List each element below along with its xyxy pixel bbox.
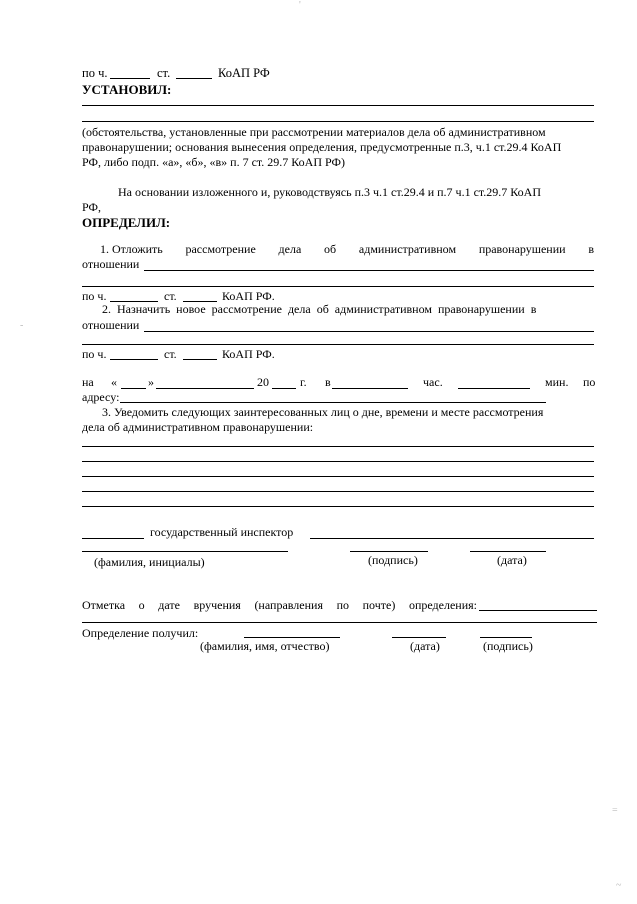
item1-person-line-2[interactable]: [82, 286, 594, 287]
delivery-word: по: [336, 598, 349, 612]
delivery-line: [82, 599, 477, 611]
year-field[interactable]: [272, 388, 296, 389]
item1-word: 1. Отложить: [100, 242, 163, 256]
interested-persons-line-5[interactable]: [82, 506, 594, 507]
interested-persons-line-3[interactable]: [82, 476, 594, 477]
hour-field[interactable]: [332, 388, 408, 389]
inspector-position-field[interactable]: [82, 538, 144, 539]
item1-word: дела: [278, 242, 302, 256]
delivery-line-2[interactable]: [82, 622, 597, 623]
item2-koap: КоАП РФ.: [222, 347, 275, 361]
minute-field[interactable]: [458, 388, 530, 389]
dt-na: на: [82, 375, 94, 389]
inspector-date-caption: (дата): [497, 553, 527, 567]
ustanovil-heading: УСТАНОВИЛ:: [82, 82, 172, 97]
item1-po-ch: по ч.: [82, 289, 107, 303]
ustanovil-line-2[interactable]: [82, 121, 594, 122]
inspector-fio-caption: (фамилия, инициалы): [94, 555, 205, 569]
item2-person-line-2[interactable]: [82, 344, 594, 345]
scan-speck: ': [299, 0, 301, 11]
basis-line-2: РФ,: [82, 200, 101, 214]
inspector-name-field[interactable]: [310, 538, 594, 539]
circumstances-line-2: правонарушении; основания вынесения определения, предусмотренные п.3, ч.1 ст.29.4 КоАП: [82, 140, 562, 154]
item1-otnoshenii: отношении: [82, 257, 140, 271]
delivery-word: дате: [158, 598, 180, 612]
delivery-word: определения:: [408, 598, 477, 612]
receiver-fio-field[interactable]: [244, 637, 340, 638]
header-po-ch: по ч.: [82, 66, 108, 80]
item1-word: в: [588, 242, 594, 256]
item2-person-field[interactable]: [144, 331, 594, 332]
scan-speck: -: [20, 320, 24, 331]
item2-line-1: 2. Назначить новое рассмотрение дела об административном правонарушении в: [102, 302, 537, 316]
article-field[interactable]: [176, 78, 212, 79]
dt-chas: час.: [423, 375, 443, 389]
item2-part-field[interactable]: [110, 359, 158, 360]
received-label: Определение получил:: [82, 626, 199, 640]
inspector-signature-caption: (подпись): [368, 553, 418, 567]
address-field[interactable]: [120, 402, 546, 403]
item1-st: ст.: [164, 289, 177, 303]
circumstances-line-1: (обстоятельства, установленные при рассмотрении материалов дела об административном: [82, 125, 546, 139]
item1-word: об: [324, 242, 337, 256]
basis-line-1: На основании изложенного и, руководствуясь п.3 ч.1 ст.29.4 и п.7 ч.1 ст.29.7 КоАП: [118, 185, 541, 199]
delivery-word: (направления: [254, 598, 323, 612]
header-st: ст.: [157, 66, 171, 80]
item1-word: рассмотрение: [185, 242, 256, 256]
scan-speck: =: [612, 805, 618, 816]
dt-quote-close: »: [148, 375, 154, 389]
dt-adresu: адресу:: [82, 390, 120, 404]
receiver-signature-field[interactable]: [480, 637, 532, 638]
article-part-field[interactable]: [110, 78, 150, 79]
delivery-date-field[interactable]: [479, 610, 597, 611]
delivery-word: о: [138, 598, 145, 612]
month-field[interactable]: [156, 388, 254, 389]
receiver-date-field[interactable]: [392, 637, 446, 638]
dt-year: 20: [257, 375, 269, 389]
item3-line-1: 3. Уведомить следующих заинтересованных лиц о дне, времени и месте рассмотрения: [102, 405, 544, 419]
item2-otnoshenii: отношении: [82, 318, 140, 332]
inspector-fio-line[interactable]: [82, 551, 288, 552]
inspector-label: государственный инспектор: [150, 525, 294, 539]
interested-persons-line-4[interactable]: [82, 491, 594, 492]
opredelil-heading: ОПРЕДЕЛИЛ:: [82, 215, 171, 230]
day-field[interactable]: [121, 388, 146, 389]
receiver-fio-caption: (фамилия, имя, отчество): [200, 639, 330, 653]
delivery-word: вручения: [193, 598, 241, 612]
item1-line: [100, 243, 594, 255]
scan-speck: ~: [616, 880, 622, 891]
inspector-date-line[interactable]: [470, 551, 546, 552]
item1-word: правонарушении: [478, 242, 566, 256]
dt-g: г.: [300, 375, 307, 389]
interested-persons-line-2[interactable]: [82, 461, 594, 462]
ustanovil-line-1[interactable]: [82, 105, 594, 106]
interested-persons-line-1[interactable]: [82, 446, 594, 447]
item2-po-ch: по ч.: [82, 347, 107, 361]
item1-koap: КоАП РФ.: [222, 289, 275, 303]
item3-line-2: дела об административном правонарушении:: [82, 420, 314, 434]
item2-st: ст.: [164, 347, 177, 361]
dt-quote-open: «: [111, 375, 117, 389]
item1-word: административном: [358, 242, 457, 256]
dt-min: мин.: [545, 375, 569, 389]
circumstances-line-3: РФ, либо подп. «а», «б», «в» п. 7 ст. 29.7 КоАП РФ): [82, 155, 345, 169]
inspector-signature-line[interactable]: [350, 551, 428, 552]
delivery-word: Отметка: [82, 598, 126, 612]
delivery-word: почте): [362, 598, 396, 612]
receiver-signature-caption: (подпись): [483, 639, 533, 653]
header-koap: КоАП РФ: [218, 66, 270, 80]
dt-po: по: [583, 375, 596, 389]
dt-v: в: [325, 375, 331, 389]
item2-article-field[interactable]: [183, 359, 217, 360]
item1-person-field[interactable]: [144, 270, 594, 271]
receiver-date-caption: (дата): [410, 639, 440, 653]
